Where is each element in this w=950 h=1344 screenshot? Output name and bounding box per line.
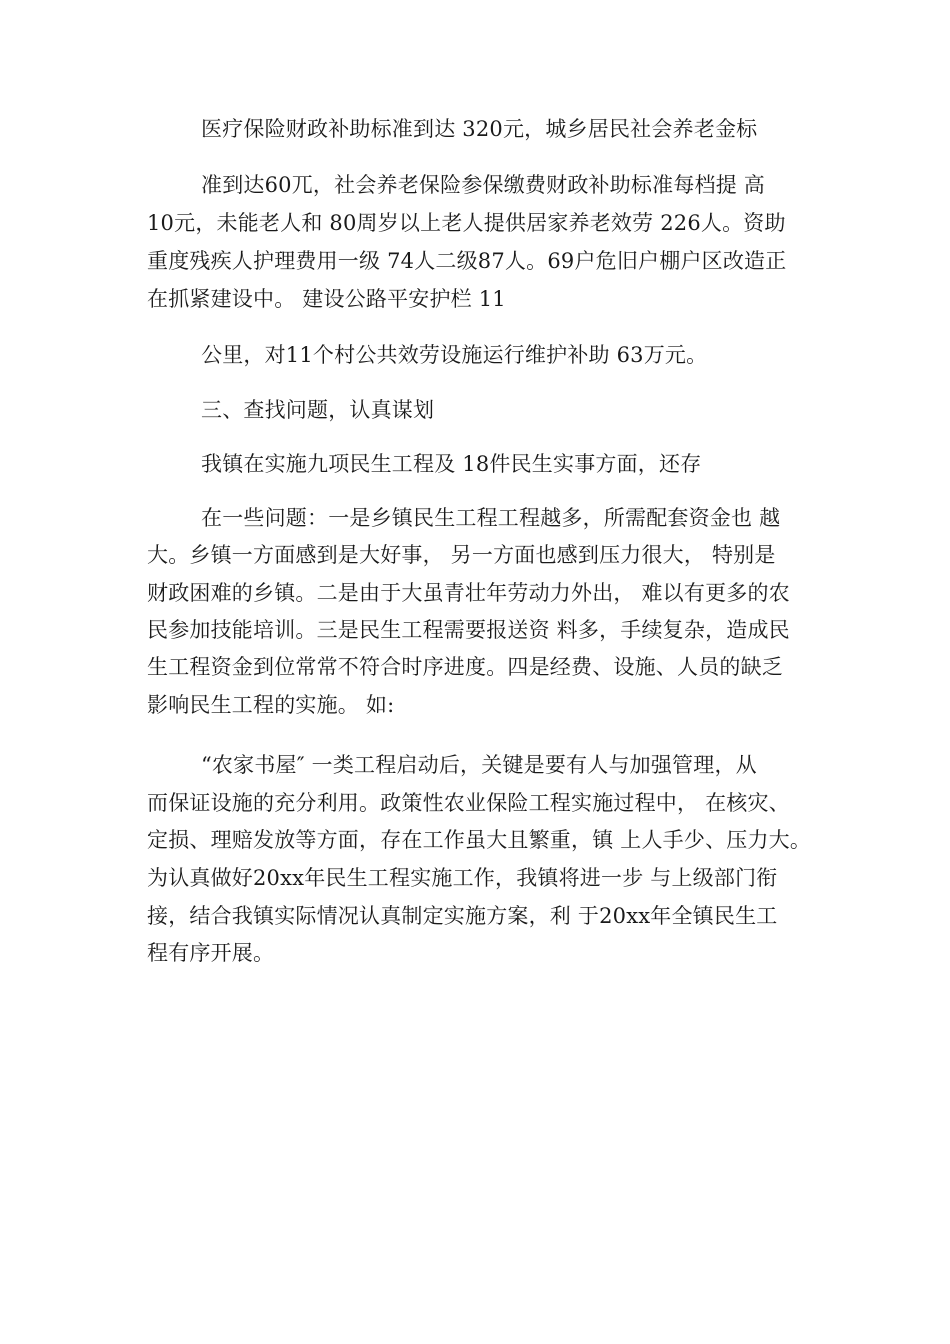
paragraph-5-line-1: 我镇在实施九项民生工程及 18件民生实事方面，还存 xyxy=(201,452,702,476)
paragraph-6-line-1: 在一些问题：一是乡镇民生工程工程越多，所需配套资金也 越 xyxy=(201,506,781,530)
paragraph-7-line-3: 定损、理赔发放等方面，存在工作虽大且繁重，镇 上人手少、压力大。 xyxy=(147,828,812,852)
paragraph-6-line-4: 民参加技能培训。三是民生工程需要报送资 料多，手续复杂，造成民 xyxy=(147,618,790,642)
paragraph-2-line-3: 重度残疾人护理费用一级 74人二级87人。69户危旧户棚户区改造正 xyxy=(147,249,787,273)
paragraph-3-line-1: 公里，对11个村公共效劳设施运行维护补助 63万元。 xyxy=(201,343,708,367)
paragraph-2-line-1: 准到达60兀，社会养老保险参保缴费财政补助标准每档提 高 xyxy=(201,173,765,197)
paragraph-7-line-4: 为认真做好20xx年民生工程实施工作，我镇将进一步 与上级部门衔 xyxy=(147,866,778,890)
paragraph-2-line-4: 在抓紧建设中。 建设公路平安护栏 11 xyxy=(147,287,506,311)
paragraph-6-line-5: 生工程资金到位常常不符合时序进度。四是经费、设施、人员的缺乏 xyxy=(147,655,783,679)
paragraph-7-line-2: 而保证设施的充分利用。政策性农业保险工程实施过程中， 在核灾、 xyxy=(147,791,790,815)
paragraph-6-line-2: 大。乡镇一方面感到是大好事， 另一方面也感到压力很大， 特别是 xyxy=(147,543,776,567)
paragraph-2-line-2: 10元，未能老人和 80周岁以上老人提供居家养老效劳 226人。资助 xyxy=(147,211,786,235)
paragraph-1-line-1: 医疗保险财政补助标准到达 320元，城乡居民社会养老金标 xyxy=(201,117,758,141)
paragraph-6-line-6: 影响民生工程的实施。 如: xyxy=(147,693,395,717)
paragraph-7-line-1: “农家书屋″ 一类工程启动后，关键是要有人与加强管理，从 xyxy=(201,753,757,777)
section-heading: 三、查找问题，认真谋划 xyxy=(201,398,435,422)
paragraph-7-line-6: 程有序开展。 xyxy=(147,941,275,965)
paragraph-7-line-5: 接，结合我镇实际情况认真制定实施方案，利 于20xx年全镇民生工 xyxy=(147,904,778,928)
paragraph-6-line-3: 财政困难的乡镇。二是由于大虽青壮年劳动力外出， 难以有更多的农 xyxy=(147,581,790,605)
